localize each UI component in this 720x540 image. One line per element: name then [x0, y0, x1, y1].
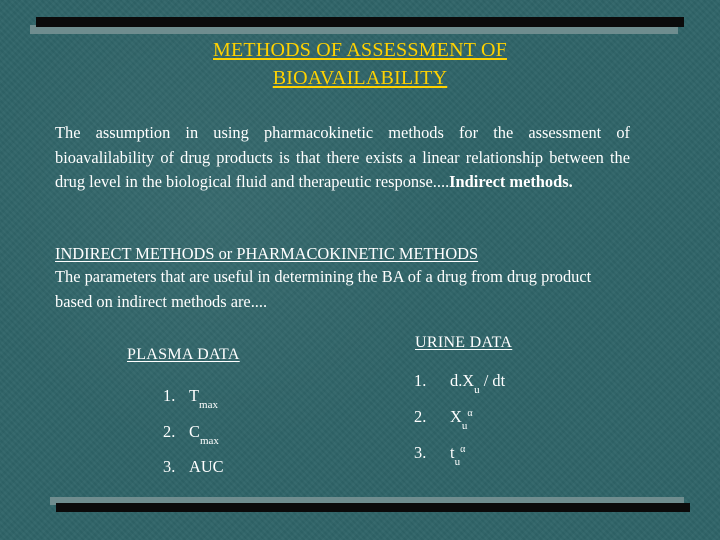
urine-item: [414, 371, 506, 396]
intro-bold-text: Indirect methods.: [449, 172, 573, 192]
item-subscript: max: [199, 399, 218, 411]
item-suffix: / dt: [479, 371, 506, 390]
top-rule: [36, 17, 684, 27]
item-number: 2.: [414, 407, 427, 426]
plasma-item: [163, 386, 218, 411]
item-number: 2.: [163, 422, 176, 441]
plasma-item: [163, 422, 219, 447]
item-symbol: d.X: [450, 371, 475, 390]
item-subscript: max: [199, 435, 219, 447]
item-subscript: u: [461, 420, 468, 432]
title-line-2: BIOAVAILABILITY: [272, 67, 448, 89]
item-subscript: u: [454, 456, 461, 468]
item-number: 3.: [414, 443, 427, 462]
item-superscript: α: [467, 408, 473, 419]
intro-paragraph: [55, 121, 630, 195]
item-number: 1.: [414, 371, 427, 390]
item-symbol: AUC: [189, 457, 224, 476]
item-symbol: C: [189, 422, 200, 441]
page-title: [90, 36, 630, 92]
item-number: 1.: [163, 386, 176, 405]
item-symbol: t: [450, 443, 455, 462]
urine-item: [414, 443, 465, 466]
item-symbol: X: [450, 407, 462, 426]
plasma-data-heading: PLASMA DATA: [127, 346, 240, 363]
indirect-methods-text: The parameters that are useful in determining the BA of a drug from drug product based on indirect methods are....: [55, 267, 592, 311]
bottom-rule: [56, 503, 690, 512]
item-subscript: u: [474, 384, 480, 396]
item-number: 3.: [163, 457, 176, 476]
urine-item: [414, 407, 473, 430]
intro-text: The assumption in using pharmacokinetic methods for the assessment of bioavalilability of drug products is that there exists a linear relationship between the drug level in the biological fluid and therapeutic response....: [55, 123, 630, 192]
indirect-methods-heading: INDIRECT METHODS or PHARMACOKINETIC METHODS: [55, 244, 479, 263]
item-symbol: T: [189, 386, 200, 405]
item-superscript: α: [460, 444, 466, 455]
urine-data-heading: URINE DATA: [415, 334, 513, 351]
plasma-item: [163, 457, 224, 477]
title-line-1: METHODS OF ASSESSMENT OF: [213, 39, 507, 61]
